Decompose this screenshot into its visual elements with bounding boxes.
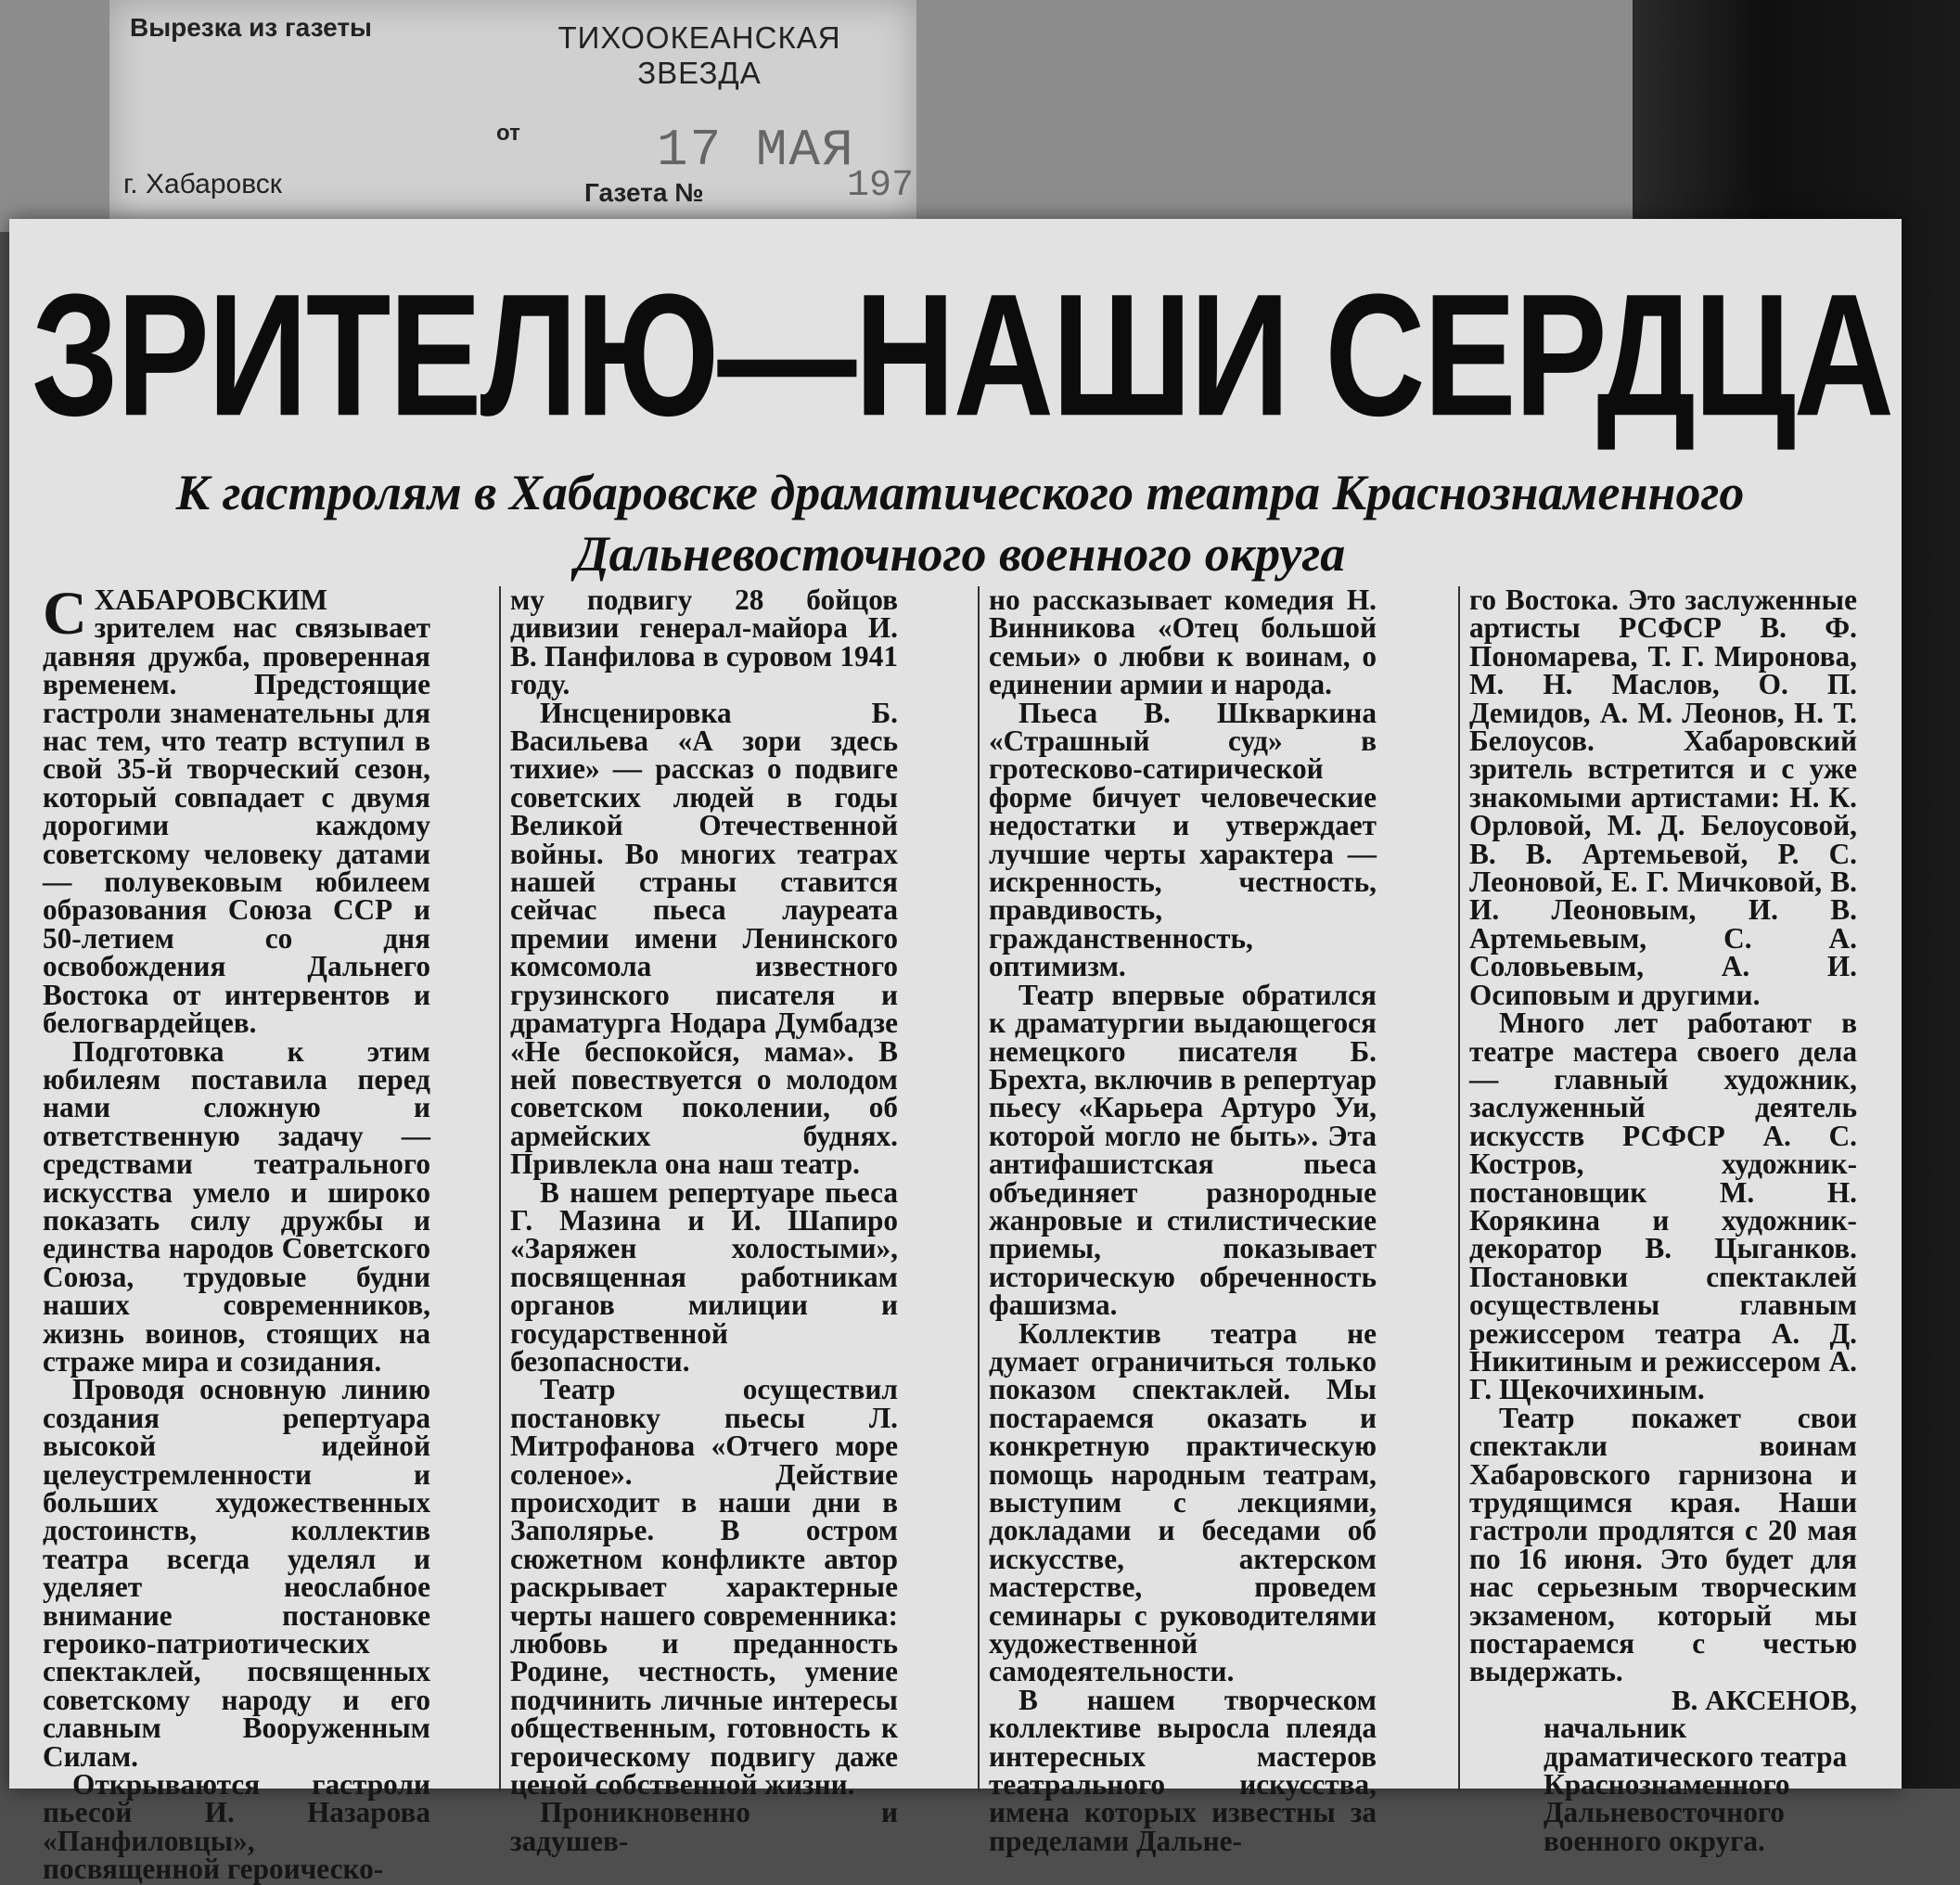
clipping-stamp	[109, 0, 916, 221]
clipping-label: Вырезка из газеты	[130, 13, 372, 42]
article-column-2	[510, 583, 898, 1857]
paragraph: СХАБАРОВСКИМ зрителем нас связывает давняя дружба, проверенная временем. Предстоящие гастроли знаменательны для нас тем, что театр вступил в свой 35-й творческий сезон, который совпадает с двумя дорогими каждому советскому человеку датами — полувековым юбилеем образования Союза ССР и 50-летием со дня освобождения Дальнего Востока от интервентов и белогвардейцев.	[43, 580, 430, 1040]
subheadline: К гастролям в Хабаровске драматического театра Краснознаменного Дальневосточного военного округа	[175, 465, 1745, 582]
paragraph: Подготовка к этим юбилеям поставила перед нами сложную и ответственную задачу — средствами театрального искусства умело и широко показать силу дружбы и единства народов Советского Союза, трудовые будни наших современников, жизнь воинов, стоящих на страже мира и созидания.	[43, 1034, 430, 1378]
column-rule	[978, 586, 980, 1792]
gazette-number: 197	[847, 165, 915, 207]
article-column-1	[43, 580, 430, 1885]
gazette-label: Газета №	[584, 178, 704, 207]
city-label: г. Хабаровск	[123, 169, 282, 199]
paragraph: Проводя основную линию создания репертуара высокой идейной целеустремленности и больших художественных достоинств, коллектив театра всегда уделял и уделяет неослабное внимание постановке героико-патриотических спектаклей, посвященных советскому народу и его славным Вооруженным Силам.	[43, 1373, 430, 1773]
column-rule	[499, 586, 501, 1792]
signature-name: В. АКСЕНОВ,	[1672, 1683, 1857, 1716]
paragraph: му подвигу 28 бойцов дивизии генерал-майора И. В. Панфилова в суровом 1941 году.	[510, 583, 898, 701]
date-prefix: от	[496, 121, 520, 146]
column-rule	[1458, 586, 1460, 1792]
paragraph: Инсценировка Б. Васильева «А зори здесь тихие» — рассказ о подвиге советских людей в годы Великой Отечественной войны. Во многих театрах нашей страны ставится сейчас пьеса лауреата премии имени Ленинского комсомола известного грузинского писателя и драматурга Нодара Думбадзе «Не беспокойся, мама». В ней повествуется о молодом советском поколении, об армейских буднях. Привлекла она наш театр.	[510, 696, 898, 1181]
newspaper-clipping	[9, 219, 1902, 1885]
headline: ЗРИТЕЛЮ—НАШИ СЕРДЦА	[31, 257, 1893, 453]
newspaper-name: ТИХООКЕАНСКАЯ ЗВЕЗДА	[557, 20, 841, 90]
paragraph: В нашем репертуаре пьеса Г. Мазина и И. Шапиро «Заряжен холостыми», посвященная работникам органов милиции и государственной безопасности.	[510, 1175, 898, 1378]
paragraph: Проникновенно и задушев-	[510, 1796, 898, 1857]
paragraph: В нашем творческом коллективе выросла плеяда интересных мастеров театрального искусства, имена которых известны за пределами Дальне-	[989, 1683, 1377, 1857]
paragraph: го Востока. Это заслуженные артисты РСФСР В. Ф. Пономарева, Т. Г. Миронова, М. Н. Маслов, О. П. Демидов, А. М. Леонов, Н. Т. Белоусов. Хабаровский зритель встретится и с уже знакомыми артистами: Н. К. Орловой, М. Д. Белоусовой, В. В. Артемьевой, Р. С. Леоновой, Е. Г. Мичковой, В. И. Леоновым, И. В. Артемьевым, С. А. Соловьевым, А. И. Осиповым и другими.	[1469, 583, 1857, 1011]
drop-cap: С	[43, 580, 87, 648]
paragraph: Пьеса В. Шкваркина «Страшный суд» в гротесково-сатирической форме бичует человеческие недостатки и утверждает лучшие черты характера — искренность, честность, правдивость, гражданственность, оптимизм.	[989, 696, 1377, 983]
date-value: 17 МАЯ	[657, 121, 855, 180]
paragraph: Много лет работают в театре мастера своего дела — главный художник, заслуженный деятель искусств РСФСР А. С. Костров, художник-постановщик М. Н. Корякина и художник-декоратор В. Цыганков. Постановки спектаклей осуществлены главным режиссером театра А. Д. Никитиным и режиссером А. Г. Щекочихиным.	[1469, 1007, 1857, 1406]
paragraph: Театр покажет свои спектакли воинам Хабаровского гарнизона и трудящимся края. Наши гастроли продлятся с 20 мая по 16 июня. Это будет для нас серьезным творческим экзаменом, который мы постараемся с честью выдержать.	[1469, 1401, 1857, 1688]
signature-role: начальник драматического театра Краснознаменного Дальневосточного военного округа.	[1544, 1712, 1848, 1857]
paragraph: Театр осуществил постановку пьесы Л. Митрофанова «Отчего море соленое». Действие происходит в наши дни в Заполярье. В остром сюжетном конфликте автор раскрывает характерные черты нашего современника: любовь и преданность Родине, честность, умение подчинить личные интересы общественным, готовность к героическому подвигу даже ценой собственной жизни.	[510, 1373, 898, 1802]
article-column-4	[1469, 583, 1857, 1857]
paragraph: Открываются гастроли пьесой И. Назарова «Панфиловцы», посвященной героическо-	[43, 1768, 430, 1885]
paragraph: но рассказывает комедия Н. Винникова «Отец большой семьи» о любви к воинам, о единении армии и народа.	[989, 583, 1377, 701]
paragraph: Коллектив театра не думает ограничиться только показом спектаклей. Мы постараемся оказать и конкретную практическую помощь народным театрам, выступим с лекциями, докладами и беседами об искусстве, актерском мастерстве, проведем семинары с руководителями художественной самодеятельности.	[989, 1316, 1377, 1688]
article-column-3	[989, 583, 1377, 1857]
paragraph: Театр впервые обратился к драматургии выдающегося немецкого писателя Б. Брехта, включив в репертуар пьесу «Карьера Артуро Уи, которой могло не быть». Эта антифашистская пьеса объединяет разнородные жанровые и стилистические приемы, показывает историческую обреченность фашизма.	[989, 978, 1377, 1322]
